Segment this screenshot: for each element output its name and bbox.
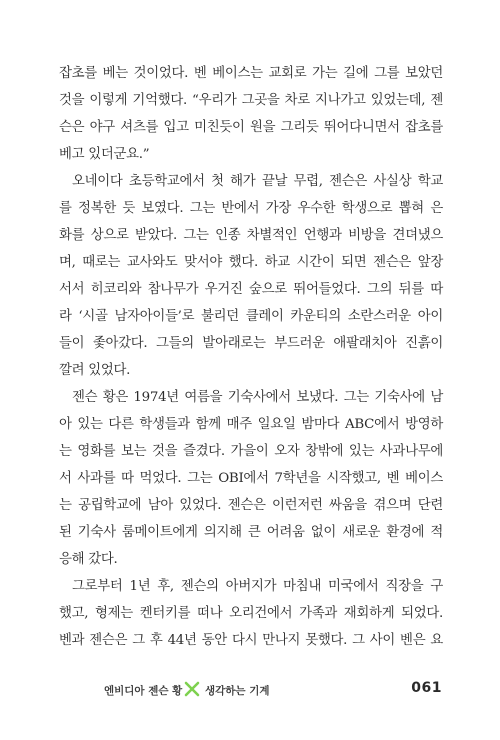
text-line: 서 사과를 따 먹었다. 그는 OBI에서 7학년을 시작했고, 벤 베이스	[59, 471, 443, 486]
text-line: 베고 있더군요.”	[59, 147, 150, 162]
book-subtitle: 생각하는 기계	[205, 685, 270, 697]
text-line: 응해 갔다.	[59, 552, 118, 567]
text-line: 서서 히코리와 참나무가 우거진 숲으로 뛰어들었다. 그의 뒤를 따	[59, 282, 443, 297]
text-line: 젠슨 황은 1974년 여름을 기숙사에서 보냈다. 그는 기숙사에 남	[72, 390, 443, 405]
x-logo-icon	[184, 681, 200, 697]
text-line: 잡초를 베는 것이었다. 벤 베이스는 교회로 가는 길에 그를 보았던	[59, 66, 443, 81]
text-line: 했고, 형제는 켄터키를 떠나 오리건에서 가족과 재회하게 되었다.	[59, 606, 443, 621]
text-line: 슨은 야구 셔츠를 입고 미친듯이 원을 그리듯 뛰어다니면서 잡초를	[59, 120, 443, 135]
text-line: 그로부터 1년 후, 젠슨의 아버지가 마침내 미국에서 직장을 구	[72, 579, 443, 594]
page-footer	[104, 681, 442, 699]
page-number: 061	[411, 680, 442, 696]
text-line: 라 ‘시골 남자아이들’로 불리던 클레이 카운티의 소란스러운 아이	[59, 309, 443, 324]
text-line: 화를 상으로 받았다. 그는 인종 차별적인 언행과 비방을 견뎌냈으	[59, 228, 443, 243]
body-text	[59, 60, 443, 654]
text-line: 된 기숙사 룸메이트에게 의지해 큰 어려움 없이 새로운 환경에 적	[59, 525, 443, 540]
text-line: 것을 이렇게 기억했다. “우리가 그곳을 차로 지나가고 있었는데, 젠	[59, 93, 443, 108]
text-line: 며, 때로는 교사와도 맞서야 했다. 하교 시간이 되면 젠슨은 앞장	[59, 255, 443, 270]
text-line: 아 있는 다른 학생들과 함께 매주 일요일 밤마다 ABC에서 방영하	[59, 417, 443, 432]
text-line: 깔려 있었다.	[59, 363, 131, 378]
text-line: 들이 좇아갔다. 그들의 발아래로는 부드러운 애팔래치아 진흙이	[59, 336, 443, 351]
text-line: 벤과 젠슨은 그 후 44년 동안 다시 만나지 못했다. 그 사이 벤은 요	[59, 633, 443, 648]
text-line: 오네이다 초등학교에서 첫 해가 끝날 무렵, 젠슨은 사실상 학교	[72, 174, 443, 189]
text-line: 를 정복한 듯 보였다. 그는 반에서 가장 우수한 학생으로 뽑혀 은	[59, 201, 443, 216]
text-line: 는 공립학교에 남아 있었다. 젠슨은 이런저런 싸움을 겪으며 단련	[59, 498, 443, 513]
book-title: 엔비디아 젠슨 황	[104, 685, 183, 697]
text-line: 는 영화를 보는 것을 즐겼다. 가을이 오자 창밖에 있는 사과나무에	[59, 444, 443, 459]
